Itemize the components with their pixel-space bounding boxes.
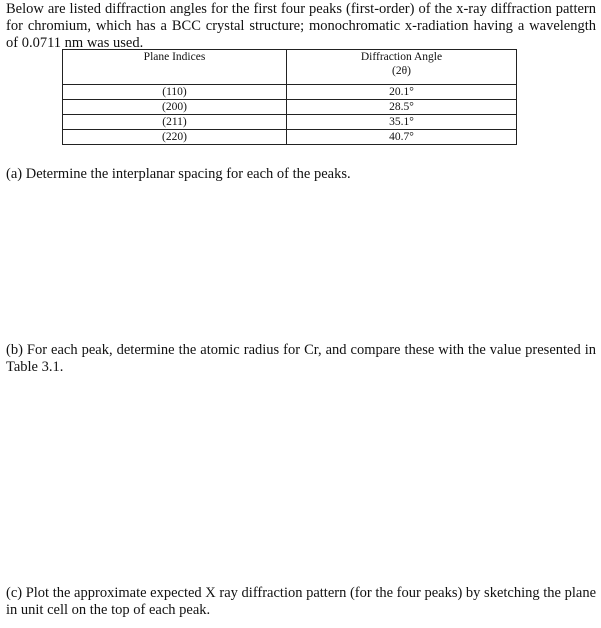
table-row	[63, 115, 517, 130]
angle-cell: 20.1°	[287, 85, 517, 100]
angle-cell: 40.7°	[287, 130, 517, 145]
table-row	[63, 130, 517, 145]
question-c: (c) Plot the approximate expected X ray diffraction pattern (for the four peaks) by sketching the plane in unit cell on the top of each peak.	[6, 585, 596, 618]
table-row	[63, 85, 517, 100]
plane-cell: (211)	[63, 115, 287, 130]
header-diffraction-angle	[287, 50, 517, 85]
table-header-row	[63, 50, 517, 85]
table-row	[63, 100, 517, 115]
intro-paragraph: Below are listed diffraction angles for the first four peaks (first-order) of the x-ray diffraction pattern for chromium, which has a BCC crystal structure; monochromatic x-radiation having a wavelength of 0.0711 nm was used.	[6, 1, 596, 51]
plane-cell: (110)	[63, 85, 287, 100]
angle-cell: 35.1°	[287, 115, 517, 130]
header-angle-unit: (2θ)	[392, 65, 411, 77]
diffraction-table	[62, 49, 517, 145]
plane-cell: (200)	[63, 100, 287, 115]
plane-cell: (220)	[63, 130, 287, 145]
header-plane-indices: Plane Indices	[63, 50, 287, 85]
question-b: (b) For each peak, determine the atomic radius for Cr, and compare these with the value presented in Table 3.1.	[6, 342, 596, 375]
angle-cell: 28.5°	[287, 100, 517, 115]
header-angle-label: Diffraction Angle	[360, 51, 443, 63]
question-a: (a) Determine the interplanar spacing for each of the peaks.	[6, 166, 351, 182]
